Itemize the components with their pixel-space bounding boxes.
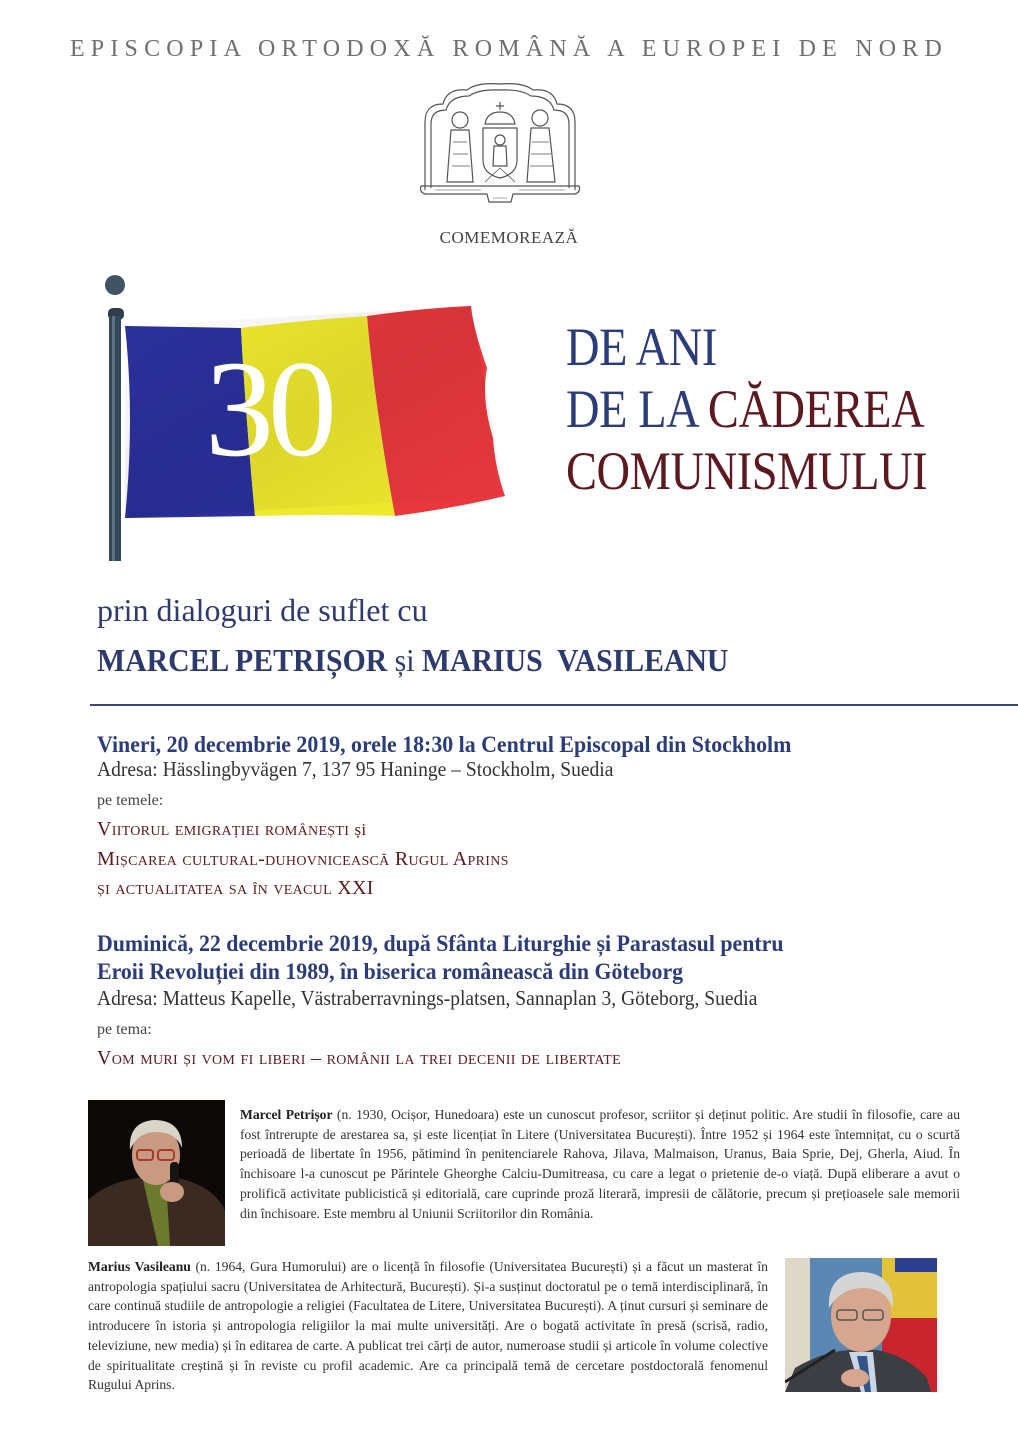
event-2-heading-line-1: Duminică, 22 decembrie 2019, după Sfânta Liturghie și Parastasul pentru: [97, 931, 784, 956]
bio-marcel-petrisor: [240, 1105, 960, 1223]
speakers-lead-text: prin dialoguri de suflet cu: [97, 592, 428, 628]
bio-marius-vasileanu: [88, 1257, 768, 1395]
event-1-theme-3: și actualitatea sa în veacul XXI: [97, 877, 374, 899]
event-2-theme-1: Vom muri și vom fi liberi – românii la trei decenii de libertate: [97, 1047, 621, 1069]
bio-name: Marius Vasileanu: [88, 1259, 191, 1274]
headline-line-2: [566, 378, 927, 440]
event-1-address: Adresa: Hässlingbyvägen 7, 137 95 Haninge – Stockholm, Suedia: [97, 757, 614, 781]
event-2-themes-label: pe tema:: [97, 1021, 152, 1038]
headline-line-3: COMUNISMULUI: [566, 441, 928, 501]
headline-line-2-maroon: CĂDEREA: [707, 379, 925, 439]
commemorates-label: COMEMOREAZĂ: [439, 228, 579, 247]
event-1-theme-1: [97, 818, 366, 841]
headline-line-1: DE ANI: [566, 317, 717, 377]
theme-conjunction: și: [354, 820, 367, 839]
event-1-themes-label: pe temele:: [97, 792, 164, 809]
headline: [566, 316, 986, 502]
episcopal-coat-of-arms-icon: [415, 82, 585, 212]
bio-text: (n. 1930, Ocișor, Hunedoara) este un cunoscut profesor, scriitor și deținut politic. Are studii în filosofie, care au fost întrerupte de arestarea sa, și este licențiat în Litere (Universitatea București). Între 1952 și 1964 este întemnițat, cu o scurtă perioadă de libertate în 1956, pătimind în penitenciarele Rahova, Jilava, Malmaison, Uranus, Baia Sprie, Dej, Gherla, Aiud. În închisoare l-a cunoscut pe Părintele Gheorghe Calciu-Dumitreasa, cu care a legat o prietenie de-o viață. După eliberare a avut o prolifică activitate publicistică și editorială, care cuprinde proză literară, impresii de călătorie, precum și prețioasele sale memorii din închisoare. Este membru al Uniunii Scriitorilor din România.: [240, 1107, 960, 1221]
speaker-names: [97, 642, 728, 679]
anniversary-number: 30: [205, 332, 331, 485]
event-1-theme-2: Mișcarea cultural-duhovnicească Rugul Aprins: [97, 848, 509, 870]
event-2-address: Adresa: Matteus Kapelle, Västraberravnings-platsen, Sannaplan 3, Göteborg, Suedia: [97, 986, 758, 1010]
portrait-photo-marius-vasileanu: [785, 1258, 937, 1392]
organization-title: EPISCOPIA ORTODOXĂ ROMÂNĂ A EUROPEI DE NORD: [69, 36, 949, 62]
theme-text: Viitorul emigrației românești: [97, 818, 350, 840]
speakers-conjunction: și: [394, 642, 415, 678]
speaker-name-1: MARCEL PETRIȘOR: [97, 642, 388, 678]
portrait-photo-marcel-petrisor: [88, 1100, 225, 1246]
event-2-heading-line-2: Eroii Revoluției din 1989, în biserica românească din Göteborg: [97, 959, 684, 984]
bio-name: Marcel Petrișor: [240, 1107, 333, 1122]
speaker-name-2: MARIUS VASILEANU: [421, 642, 729, 678]
bio-text: (n. 1964, Gura Humorului) are o licență în filosofie (Universitatea București) și a făcut un masterat în antropologia spațiului sacru (Universitatea de Arhitectură, București). Și-a susținut doctoratul pe o temă interdisciplinară, în care continuă studiile de antropologie a religiei (Facultatea de Litere, Universitatea București). A ținut cursuri și seminare de introducere în istoria și antropologia religiilor la mai multe universități. Are o bogată activitate în presă (scrisă, radio, televiziune, new media) și în editarea de carte. A publicat trei cărți de autor, numeroase studii și articole în volume colective de spiritualitate creștină și în reviste cu profil academic. Are ca principală temă de cercetare postdoctorală fenomenul Rugului Aprins.: [88, 1259, 768, 1393]
event-1-heading: Vineri, 20 decembrie 2019, orele 18:30 la Centrul Episcopal din Stockholm: [97, 732, 792, 757]
section-divider: [90, 704, 1018, 706]
headline-line-2-blue: DE LA: [566, 379, 708, 439]
